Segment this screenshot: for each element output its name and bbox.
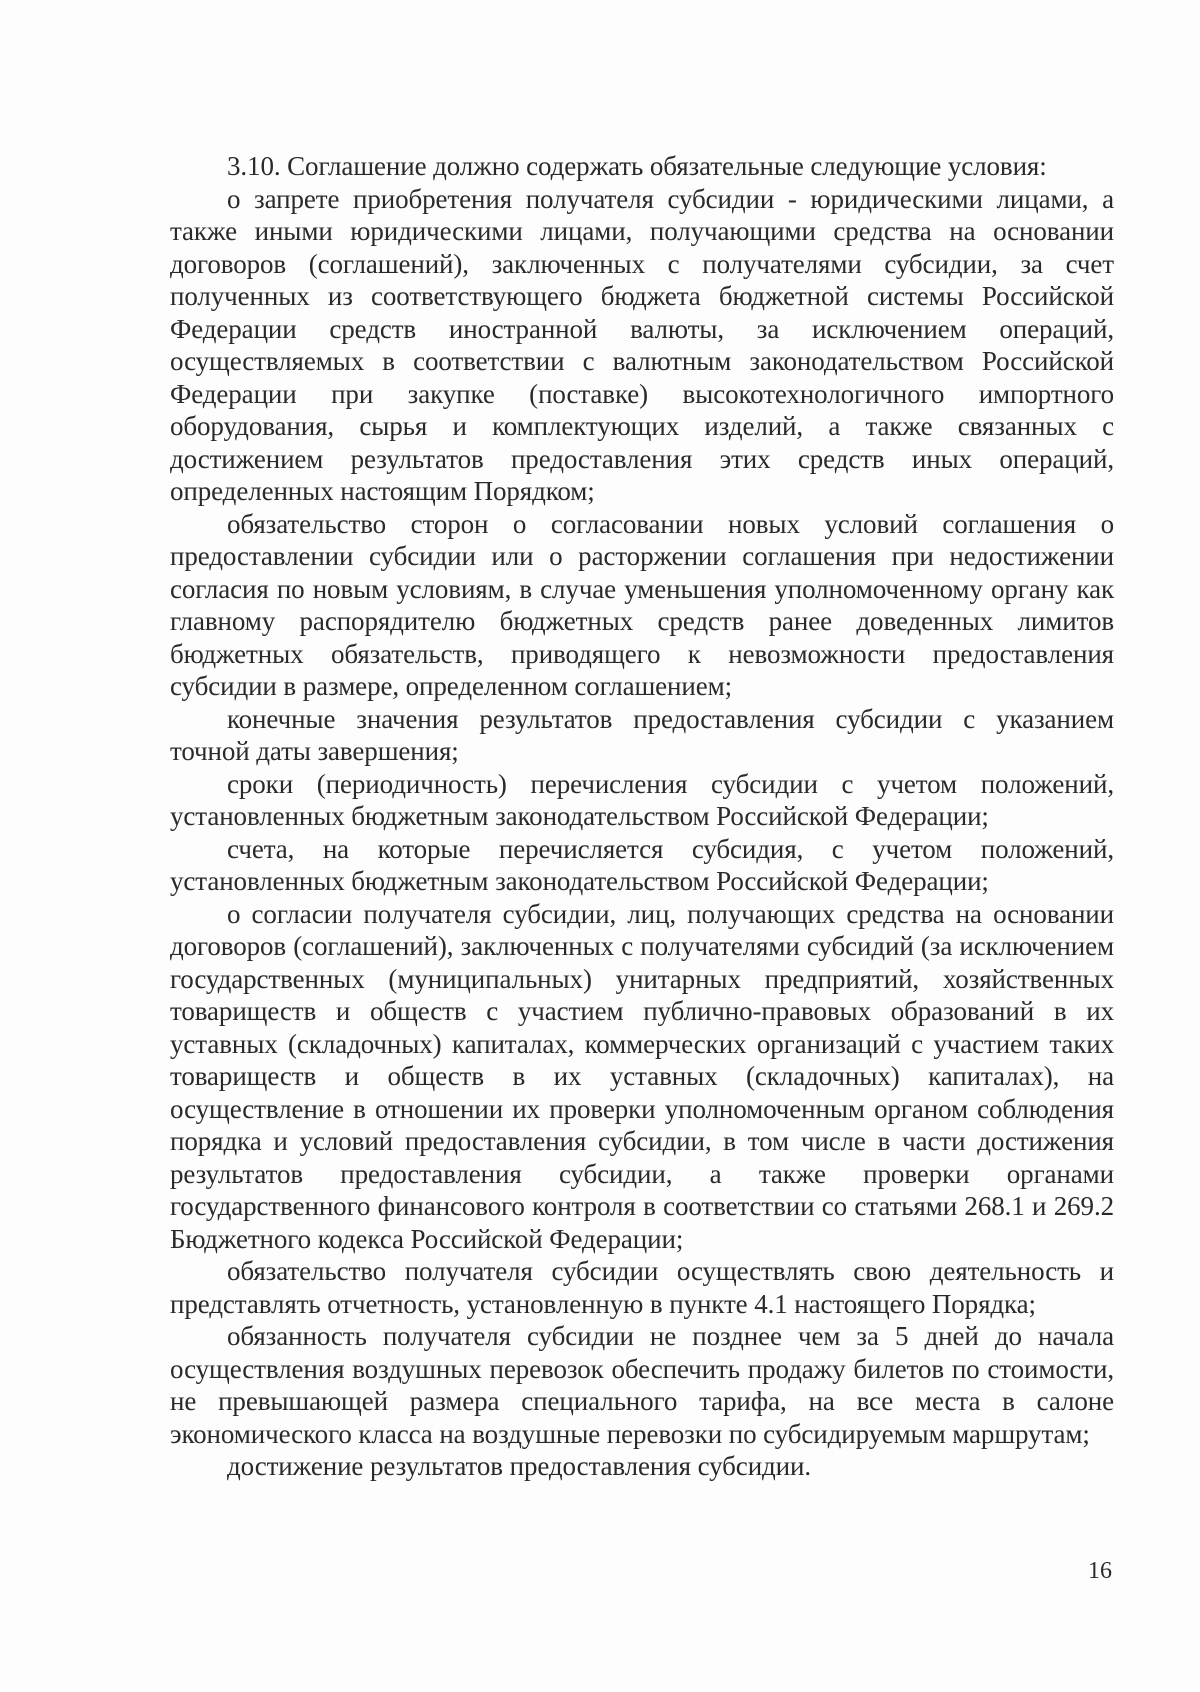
paragraph-transfer-periodicity: сроки (периодичность) перечисления субсидии с учетом положений, установленных бюджетным законодательством Российской Федерации;	[170, 768, 1114, 831]
paragraph-reporting-obligation: обязательство получателя субсидии осуществлять свою деятельность и представлять отчетность, установленную в пункте 4.1 настоящего Порядка;	[170, 1256, 1114, 1319]
paragraph-new-conditions-obligation: обязательство сторон о согласовании новых условий соглашения о предоставлении субсидии или о расторжении соглашения при недостижении согласия по новым условиям, в случае уменьшения уполномоченному органу как главному распорядителю бюджетных средств ранее доведенных лимитов бюджетных обязательств, приводящего к невозможности предоставления субсидии в размере, определенном соглашением;	[170, 508, 1114, 701]
paragraph-results-achievement: достижение результатов предоставления субсидии.	[227, 1451, 812, 1481]
paragraph-3-10-heading: 3.10. Соглашение должно содержать обязательные следующие условия:	[227, 151, 1047, 181]
paragraph-foreign-currency-prohibition: о запрете приобретения получателя субсидии - юридическими лицами, а также иными юридическими лицами, получающими средства на основании договоров (соглашений), заключенных с получателями субсидии, за счет полученных из соответствующего бюджета бюджетной системы Российской Федерации средств иностранной валюты, за исключением операций, осуществляемых в соответствии с валютным законодательством Российской Федерации при закупке (поставке) высокотехнологичного импортного оборудования, сырья и комплектующих изделий, а также связанных с достижением результатов предоставления этих средств иных операций, определенных настоящим Порядком;	[170, 183, 1114, 506]
paragraph-ticket-sales-duty: обязанность получателя субсидии не позднее чем за 5 дней до начала осуществления воздушных перевозок обеспечить продажу билетов по стоимости, не превышающей размера специального тарифа, на все места в салоне экономического класса на воздушные перевозки по субсидируемым маршрутам;	[170, 1321, 1114, 1449]
paragraph-final-result-values: конечные значения результатов предоставления субсидии с указанием точной даты завершения;	[170, 703, 1114, 766]
page-number: 16	[1088, 1558, 1112, 1584]
paragraph-inspection-consent: о согласии получателя субсидии, лиц, получающих средства на основании договоров (соглашений), заключенных с получателями субсидий (за исключением государственных (муниципальных) унитарных предприятий, хозяйственных товариществ и обществ с участием публично-правовых образований в их уставных (складочных) капиталах, коммерческих организаций с участием таких товариществ и обществ в их уставных (складочных) капиталах), на осуществление в отношении их проверки уполномоченным органом соблюдения порядка и условий предоставления субсидии, в том числе в части достижения результатов предоставления субсидии, а также проверки органами государственного финансового контроля в соответствии со статьями 268.1 и 269.2 Бюджетного кодекса Российской Федерации;	[170, 898, 1114, 1254]
paragraph-transfer-accounts: счета, на которые перечисляется субсидия, с учетом положений, установленных бюджетным законодательством Российской Федерации;	[170, 833, 1114, 896]
document-body	[170, 150, 1114, 1483]
